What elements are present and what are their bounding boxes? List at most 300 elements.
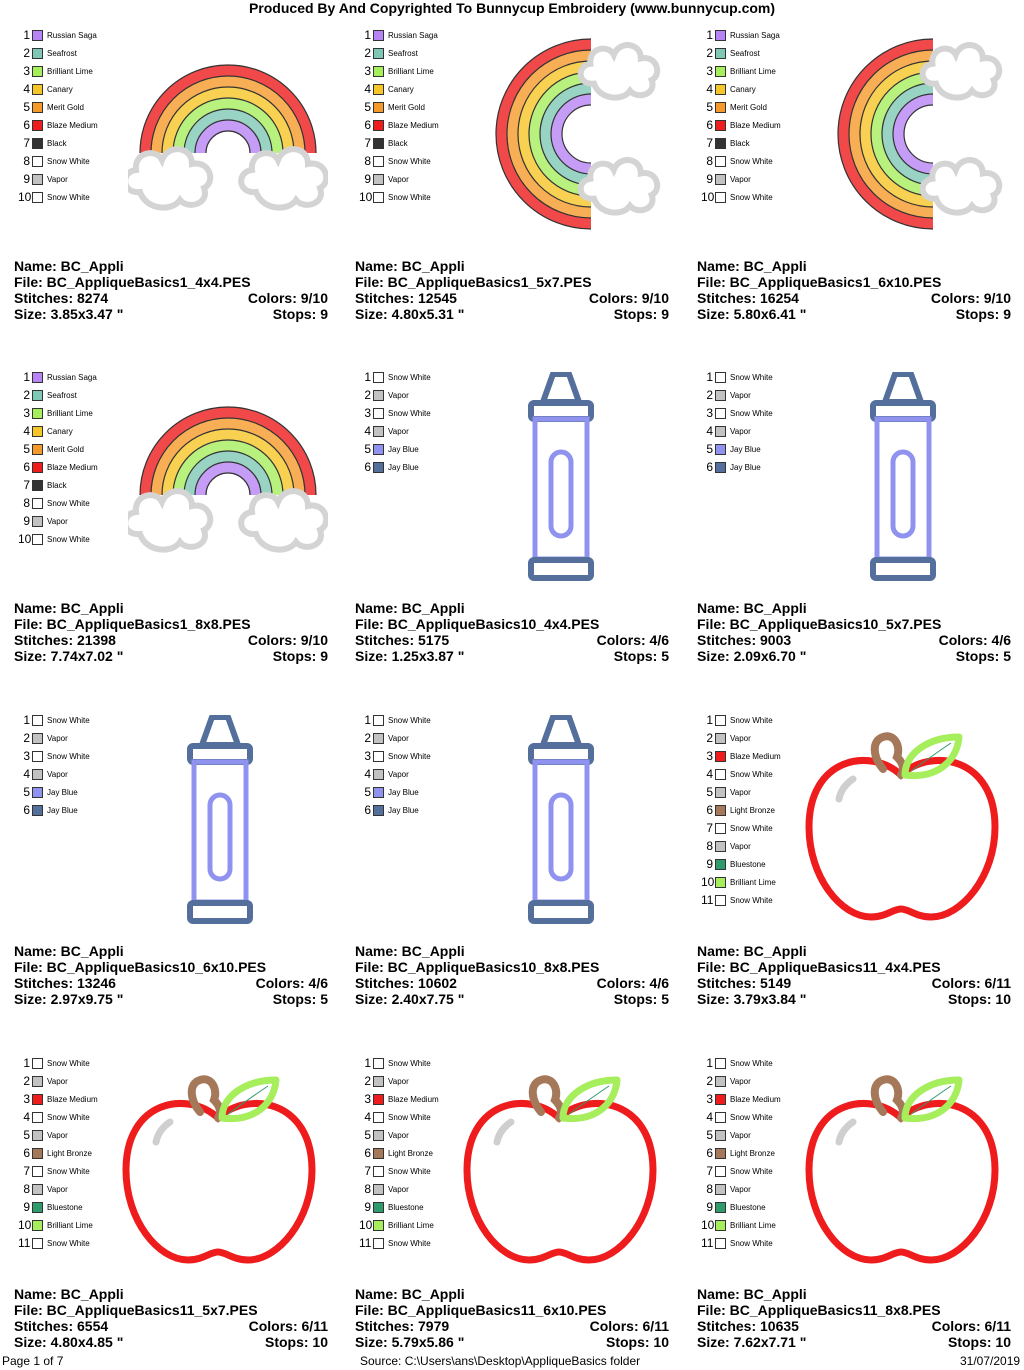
legend-row <box>359 26 439 44</box>
thread-name: Snow White <box>388 192 431 202</box>
design-file: File: BC_AppliqueBasics11_6x10.PES <box>355 1302 607 1318</box>
legend-row <box>359 801 431 819</box>
thread-name: Black <box>47 138 67 148</box>
thread-name: Bluestone <box>388 1202 424 1212</box>
thread-name: Snow White <box>730 1238 773 1248</box>
cloud-applique <box>923 45 1000 98</box>
color-legend <box>359 26 439 206</box>
legend-number: 6 <box>364 1146 371 1160</box>
design-card <box>14 685 334 1025</box>
color-swatch <box>373 715 384 726</box>
design-file: File: BC_AppliqueBasics10_8x8.PES <box>355 959 600 975</box>
design-info <box>355 600 669 664</box>
color-swatch <box>373 408 384 419</box>
legend-number: 10 <box>701 190 715 204</box>
legend-row <box>359 368 431 386</box>
thread-name: Snow White <box>388 1238 431 1248</box>
legend-number: 5 <box>706 100 713 114</box>
crayon-label <box>210 795 230 879</box>
legend-row <box>359 386 431 404</box>
color-swatch <box>373 30 384 41</box>
legend-number: 8 <box>364 154 371 168</box>
legend-number: 2 <box>706 1074 713 1088</box>
thread-name: Jay Blue <box>730 462 761 472</box>
legend-row <box>359 747 431 765</box>
legend-number: 3 <box>23 1092 30 1106</box>
design-name: Name: BC_Appli <box>14 943 124 959</box>
crayon-label <box>551 795 571 879</box>
design-preview <box>521 715 601 925</box>
design-info <box>697 258 1011 322</box>
thread-name: Jay Blue <box>47 787 78 797</box>
design-card <box>697 0 1017 340</box>
legend-row <box>18 152 98 170</box>
design-info <box>14 943 328 1007</box>
legend-number: 6 <box>706 1146 713 1160</box>
legend-number: 5 <box>706 1128 713 1142</box>
thread-name: Snow White <box>47 192 90 202</box>
design-file: File: BC_AppliqueBasics10_4x4.PES <box>355 616 600 632</box>
color-legend <box>359 711 431 819</box>
design-stops: Stops: 9 <box>955 306 1011 322</box>
legend-row <box>359 1144 439 1162</box>
design-stitches: Stitches: 9003 <box>697 632 792 648</box>
thread-name: Vapor <box>47 1076 68 1086</box>
legend-row <box>701 837 781 855</box>
legend-row <box>359 1072 439 1090</box>
color-swatch <box>373 1130 384 1141</box>
design-colors: Colors: 6/11 <box>589 1318 669 1334</box>
design-preview <box>128 380 328 560</box>
legend-number: 7 <box>706 1164 713 1178</box>
legend-number: 9 <box>23 1200 30 1214</box>
color-legend <box>701 1054 781 1252</box>
legend-number: 6 <box>364 460 371 474</box>
color-swatch <box>373 805 384 816</box>
color-swatch <box>373 66 384 77</box>
color-swatch <box>32 1058 43 1069</box>
legend-number: 6 <box>706 803 713 817</box>
legend-number: 5 <box>23 442 30 456</box>
thread-name: Vapor <box>388 426 409 436</box>
color-swatch <box>32 1148 43 1159</box>
thread-name: Vapor <box>388 733 409 743</box>
legend-number: 2 <box>23 46 30 60</box>
color-swatch <box>373 174 384 185</box>
legend-row <box>18 1108 98 1126</box>
rainbow-band <box>201 468 256 496</box>
design-size: Size: 3.79x3.84 " <box>697 991 807 1007</box>
design-colors: Colors: 9/10 <box>247 290 328 306</box>
crayon-band-bottom <box>873 560 933 578</box>
color-swatch <box>373 733 384 744</box>
color-swatch <box>32 66 43 77</box>
legend-row <box>701 1126 781 1144</box>
legend-row <box>701 891 781 909</box>
thread-name: Vapor <box>730 174 751 184</box>
legend-row <box>18 711 90 729</box>
apple-outline <box>809 760 995 917</box>
legend-row <box>359 1234 439 1252</box>
thread-name: Jay Blue <box>388 444 419 454</box>
thread-name: Blaze Medium <box>730 120 781 130</box>
thread-name: Vapor <box>47 1130 68 1140</box>
color-swatch <box>373 751 384 762</box>
color-swatch <box>32 84 43 95</box>
color-swatch <box>32 534 43 545</box>
legend-number: 6 <box>23 118 30 132</box>
color-legend <box>701 711 781 909</box>
design-card <box>355 1028 675 1368</box>
color-swatch <box>715 733 726 744</box>
color-swatch <box>715 1202 726 1213</box>
legend-number: 4 <box>706 1110 713 1124</box>
color-swatch <box>32 480 43 491</box>
design-preview <box>801 717 1003 923</box>
color-swatch <box>715 1220 726 1231</box>
design-info <box>14 1286 328 1350</box>
design-card <box>14 0 334 340</box>
thread-name: Snow White <box>47 156 90 166</box>
legend-number: 6 <box>706 460 713 474</box>
thread-name: Vapor <box>388 769 409 779</box>
legend-number: 7 <box>364 1164 371 1178</box>
legend-number: 2 <box>706 46 713 60</box>
thread-name: Vapor <box>388 174 409 184</box>
legend-row <box>359 62 439 80</box>
thread-name: Bluestone <box>730 859 766 869</box>
print-date: 31/07/2019 <box>960 1354 1021 1368</box>
legend-number: 7 <box>364 136 371 150</box>
legend-row <box>359 1108 439 1126</box>
color-swatch <box>32 120 43 131</box>
design-file: File: BC_AppliqueBasics10_6x10.PES <box>14 959 267 975</box>
design-name: Name: BC_Appli <box>14 600 124 616</box>
legend-row <box>18 458 98 476</box>
legend-number: 1 <box>364 1056 371 1070</box>
legend-number: 4 <box>364 767 371 781</box>
thread-name: Snow White <box>730 1058 773 1068</box>
design-name: Name: BC_Appli <box>14 1286 124 1302</box>
design-preview <box>801 1060 1003 1266</box>
legend-row <box>701 1180 781 1198</box>
color-legend <box>18 1054 98 1252</box>
design-info <box>14 258 328 322</box>
legend-row <box>18 116 98 134</box>
color-swatch <box>715 1148 726 1159</box>
thread-name: Seafrost <box>47 48 77 58</box>
thread-name: Canary <box>388 84 414 94</box>
legend-number: 6 <box>706 118 713 132</box>
thread-name: Light Bronze <box>730 1148 775 1158</box>
legend-row <box>359 152 439 170</box>
legend-row <box>701 170 781 188</box>
page-header: Produced By And Copyrighted To Bunnycup Embroidery (www.bunnycup.com) <box>248 0 776 16</box>
thread-name: Snow White <box>47 1112 90 1122</box>
design-card <box>697 342 1017 682</box>
legend-number: 5 <box>23 785 30 799</box>
color-swatch <box>373 102 384 113</box>
legend-number: 1 <box>23 1056 30 1070</box>
design-stitches: Stitches: 5175 <box>355 632 450 648</box>
legend-row <box>18 765 90 783</box>
legend-row <box>701 1162 781 1180</box>
thread-name: Vapor <box>730 733 751 743</box>
legend-number: 4 <box>706 767 713 781</box>
color-swatch <box>715 751 726 762</box>
legend-number: 11 <box>359 1236 372 1250</box>
crayon-label <box>893 452 913 536</box>
color-swatch <box>373 444 384 455</box>
legend-number: 4 <box>364 1110 371 1124</box>
color-swatch <box>715 1166 726 1177</box>
legend-row <box>18 747 90 765</box>
design-stops: Stops: 10 <box>947 1334 1011 1350</box>
design-colors: Colors: 9/10 <box>588 290 669 306</box>
legend-row <box>701 422 773 440</box>
design-file: File: BC_AppliqueBasics1_5x7.PES <box>355 274 592 290</box>
legend-number: 3 <box>364 749 371 763</box>
legend-number: 8 <box>23 154 30 168</box>
color-swatch <box>32 1166 43 1177</box>
color-swatch <box>32 498 43 509</box>
legend-number: 2 <box>706 731 713 745</box>
design-info <box>355 1286 669 1350</box>
thread-name: Vapor <box>730 787 751 797</box>
thread-name: Jay Blue <box>388 462 419 472</box>
legend-number: 5 <box>364 100 371 114</box>
thread-name: Brilliant Lime <box>47 66 93 76</box>
color-swatch <box>32 751 43 762</box>
color-swatch <box>715 805 726 816</box>
color-swatch <box>715 841 726 852</box>
thread-name: Vapor <box>47 733 68 743</box>
color-swatch <box>32 48 43 59</box>
legend-number: 4 <box>364 424 371 438</box>
legend-number: 5 <box>706 785 713 799</box>
thread-name: Vapor <box>47 174 68 184</box>
color-swatch <box>32 426 43 437</box>
thread-name: Vapor <box>730 426 751 436</box>
apple-highlight <box>839 1122 853 1142</box>
legend-row <box>18 386 98 404</box>
design-size: Size: 2.97x9.75 " <box>14 991 124 1007</box>
color-swatch <box>715 1184 726 1195</box>
legend-row <box>18 1144 98 1162</box>
color-swatch <box>715 859 726 870</box>
legend-number: 5 <box>23 1128 30 1142</box>
color-swatch <box>715 174 726 185</box>
thread-name: Snow White <box>388 372 431 382</box>
legend-number: 4 <box>364 82 371 96</box>
legend-row <box>701 134 781 152</box>
legend-row <box>701 1234 781 1252</box>
legend-number: 9 <box>23 172 30 186</box>
design-card <box>697 1028 1017 1368</box>
cloud-applique <box>128 149 210 207</box>
legend-row <box>701 711 781 729</box>
thread-name: Vapor <box>47 1184 68 1194</box>
design-card <box>14 342 334 682</box>
design-size: Size: 4.80x5.31 " <box>355 306 465 322</box>
legend-number: 6 <box>364 803 371 817</box>
thread-name: Russian Saga <box>388 30 438 40</box>
legend-number: 8 <box>706 154 713 168</box>
legend-number: 4 <box>23 424 30 438</box>
thread-name: Jay Blue <box>388 787 419 797</box>
legend-row <box>18 783 90 801</box>
design-size: Size: 3.85x3.47 " <box>14 306 124 322</box>
design-preview <box>128 38 328 218</box>
legend-row <box>18 44 98 62</box>
color-swatch <box>32 462 43 473</box>
color-swatch <box>715 408 726 419</box>
thread-name: Bluestone <box>47 1202 83 1212</box>
design-size: Size: 7.74x7.02 " <box>14 648 124 664</box>
legend-number: 2 <box>23 731 30 745</box>
thread-name: Vapor <box>388 1184 409 1194</box>
color-swatch <box>32 1094 43 1105</box>
legend-number: 7 <box>23 136 30 150</box>
color-swatch <box>32 715 43 726</box>
color-swatch <box>715 769 726 780</box>
color-swatch <box>373 1058 384 1069</box>
legend-row <box>701 188 781 206</box>
legend-number: 3 <box>706 1092 713 1106</box>
design-preview <box>803 26 1008 241</box>
design-stops: Stops: 5 <box>272 991 328 1007</box>
legend-row <box>701 855 781 873</box>
legend-number: 5 <box>364 1128 371 1142</box>
thread-name: Brilliant Lime <box>388 1220 434 1230</box>
design-stops: Stops: 9 <box>272 648 328 664</box>
color-legend <box>18 711 90 819</box>
legend-number: 9 <box>706 172 713 186</box>
color-swatch <box>373 48 384 59</box>
apple-outline <box>809 1103 995 1260</box>
legend-row <box>701 404 773 422</box>
legend-number: 3 <box>23 64 30 78</box>
color-swatch <box>715 372 726 383</box>
legend-row <box>701 1054 781 1072</box>
design-stitches: Stitches: 16254 <box>697 290 799 306</box>
color-swatch <box>715 823 726 834</box>
design-name: Name: BC_Appli <box>697 943 807 959</box>
legend-number: 2 <box>364 1074 371 1088</box>
legend-row <box>701 80 781 98</box>
color-swatch <box>32 408 43 419</box>
design-card <box>697 685 1017 1025</box>
design-stitches: Stitches: 6554 <box>14 1318 109 1334</box>
design-name: Name: BC_Appli <box>697 1286 807 1302</box>
thread-name: Snow White <box>47 1238 90 1248</box>
color-swatch <box>32 516 43 527</box>
thread-name: Canary <box>47 84 73 94</box>
color-swatch <box>373 192 384 203</box>
design-preview <box>459 1060 661 1266</box>
design-name: Name: BC_Appli <box>355 1286 465 1302</box>
design-preview <box>118 1060 320 1266</box>
thread-name: Merit Gold <box>47 444 84 454</box>
color-swatch <box>32 372 43 383</box>
color-swatch <box>373 787 384 798</box>
thread-name: Snow White <box>47 715 90 725</box>
design-size: Size: 5.79x5.86 " <box>355 1334 465 1350</box>
thread-name: Vapor <box>730 390 751 400</box>
thread-name: Snow White <box>47 751 90 761</box>
design-stitches: Stitches: 10602 <box>355 975 457 991</box>
color-swatch <box>32 1112 43 1123</box>
design-card <box>355 342 675 682</box>
thread-name: Vapor <box>730 841 751 851</box>
color-swatch <box>32 102 43 113</box>
legend-row <box>359 1054 439 1072</box>
legend-row <box>18 422 98 440</box>
crayon-band-bottom <box>531 560 591 578</box>
legend-row <box>701 458 773 476</box>
legend-row <box>18 1126 98 1144</box>
color-swatch <box>715 444 726 455</box>
legend-number: 3 <box>364 1092 371 1106</box>
color-swatch <box>32 1220 43 1231</box>
legend-row <box>18 1198 98 1216</box>
color-swatch <box>715 1238 726 1249</box>
page-number: Page 1 of 7 <box>2 1354 64 1368</box>
thread-name: Light Bronze <box>47 1148 92 1158</box>
design-card <box>355 685 675 1025</box>
design-file: File: BC_AppliqueBasics10_5x7.PES <box>697 616 942 632</box>
thread-name: Vapor <box>388 390 409 400</box>
cloud-applique <box>581 45 658 98</box>
legend-row <box>18 1054 98 1072</box>
legend-row <box>701 440 773 458</box>
thread-name: Vapor <box>47 516 68 526</box>
legend-number: 1 <box>23 713 30 727</box>
thread-name: Snow White <box>730 192 773 202</box>
legend-row <box>701 44 781 62</box>
thread-name: Russian Saga <box>47 372 97 382</box>
legend-row <box>18 170 98 188</box>
legend-row <box>18 512 98 530</box>
legend-number: 3 <box>364 406 371 420</box>
legend-number: 8 <box>364 1182 371 1196</box>
thread-name: Vapor <box>730 1076 751 1086</box>
legend-row <box>359 440 431 458</box>
legend-number: 3 <box>706 406 713 420</box>
legend-row <box>18 188 98 206</box>
design-file: File: BC_AppliqueBasics11_5x7.PES <box>14 1302 258 1318</box>
legend-row <box>701 98 781 116</box>
design-preview <box>180 715 260 925</box>
legend-number: 1 <box>23 28 30 42</box>
legend-number: 11 <box>701 1236 714 1250</box>
legend-row <box>359 1198 439 1216</box>
thread-name: Snow White <box>47 1166 90 1176</box>
design-info <box>14 600 328 664</box>
color-swatch <box>715 120 726 131</box>
legend-row <box>701 1216 781 1234</box>
thread-name: Snow White <box>47 534 90 544</box>
legend-number: 9 <box>23 514 30 528</box>
color-legend <box>359 368 431 476</box>
crayon-band-bottom <box>531 903 591 921</box>
crayon-tip <box>202 717 238 745</box>
thread-name: Brilliant Lime <box>47 408 93 418</box>
design-stops: Stops: 10 <box>947 991 1011 1007</box>
thread-name: Jay Blue <box>730 444 761 454</box>
color-swatch <box>373 1094 384 1105</box>
color-swatch <box>715 462 726 473</box>
